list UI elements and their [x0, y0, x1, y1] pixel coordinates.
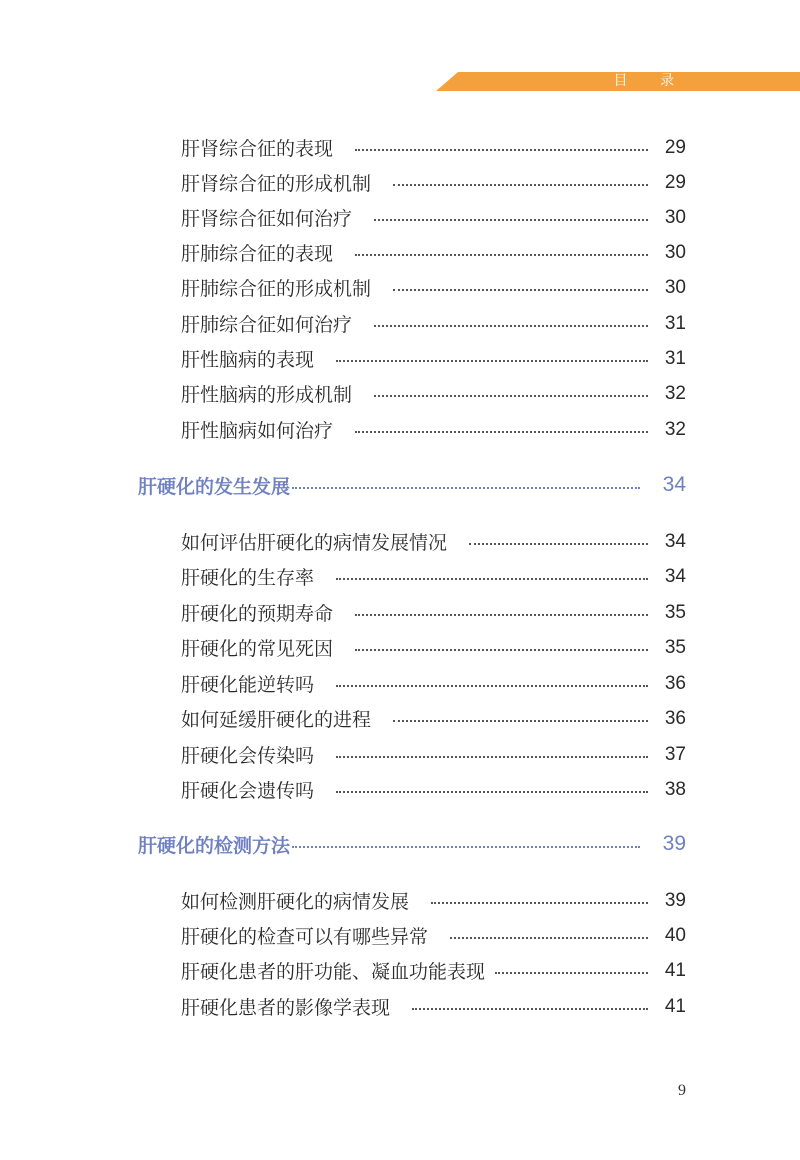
toc-entry[interactable] — [181, 595, 686, 630]
toc-entry-title: 肝性脑病如何治疗 — [181, 420, 334, 442]
toc-entry-title: 肝肾综合征的表现 — [181, 138, 334, 160]
toc-entry[interactable] — [181, 666, 686, 701]
toc-entry-page: 38 — [664, 778, 686, 800]
dot-leader — [292, 846, 640, 848]
dot-leader — [355, 149, 648, 151]
toc-entry[interactable] — [181, 376, 686, 411]
section-page: 39 — [662, 832, 686, 855]
toc-entry-title: 肝硬化的检查可以有哪些异常 — [181, 926, 429, 948]
dot-leader — [393, 184, 648, 186]
toc-entry[interactable] — [181, 412, 686, 447]
toc-entry-title: 肝硬化的生存率 — [181, 567, 315, 589]
toc-entry-page: 41 — [664, 959, 686, 981]
dot-leader — [450, 937, 648, 939]
toc-entry-title: 肝硬化能逆转吗 — [181, 674, 315, 696]
toc-entry[interactable] — [181, 165, 686, 200]
toc-section-heading[interactable] — [138, 824, 686, 864]
dot-leader — [374, 219, 648, 221]
dot-leader — [336, 685, 648, 687]
toc-entry-title: 肝肺综合征的形成机制 — [181, 278, 372, 300]
dot-leader — [393, 289, 648, 291]
toc-entry[interactable] — [181, 989, 686, 1024]
toc-entry[interactable] — [181, 737, 686, 772]
toc-entry-title: 肝肾综合征如何治疗 — [181, 208, 353, 230]
toc-entry[interactable] — [181, 883, 686, 918]
toc-entry-page: 29 — [664, 136, 686, 158]
toc-entry-page: 41 — [664, 995, 686, 1017]
dot-leader — [336, 578, 648, 580]
dot-leader — [336, 756, 648, 758]
toc-entry[interactable] — [181, 630, 686, 665]
toc-entry-page: 29 — [664, 171, 686, 193]
dot-leader — [469, 543, 648, 545]
toc-entry-page: 31 — [664, 312, 686, 334]
header-title: 目 录 — [613, 73, 688, 89]
section-page: 34 — [662, 473, 686, 496]
toc-entry-title: 肝性脑病的形成机制 — [181, 384, 353, 406]
toc-entry-page: 36 — [664, 707, 686, 729]
toc-entry-title: 如何检测肝硬化的病情发展 — [181, 891, 410, 913]
toc-entry-page: 35 — [664, 636, 686, 658]
dot-leader — [355, 614, 648, 616]
page-number: 9 — [678, 1082, 686, 1099]
toc-entry-page: 32 — [664, 382, 686, 404]
dot-leader — [412, 1008, 648, 1010]
toc-entry-title: 肝硬化的预期寿命 — [181, 603, 334, 625]
toc-entry-title: 如何评估肝硬化的病情发展情况 — [181, 532, 448, 554]
toc-entry-page: 36 — [664, 672, 686, 694]
toc-entry[interactable] — [181, 341, 686, 376]
toc-entry-title: 肝硬化的常见死因 — [181, 638, 334, 660]
toc-entry-title: 肝硬化会传染吗 — [181, 745, 315, 767]
toc-entry-page: 37 — [664, 743, 686, 765]
toc-entry[interactable] — [181, 200, 686, 235]
dot-leader — [336, 360, 648, 362]
toc-entry[interactable] — [181, 524, 686, 559]
toc-entry[interactable] — [181, 306, 686, 341]
toc-entry-title: 如何延缓肝硬化的进程 — [181, 709, 372, 731]
toc-entry-page: 32 — [664, 418, 686, 440]
toc-entry-page: 30 — [664, 206, 686, 228]
toc-entry-page: 35 — [664, 601, 686, 623]
toc-entry-page: 34 — [664, 530, 686, 552]
dot-leader — [374, 395, 648, 397]
toc-entry-title: 肝硬化患者的肝功能、凝血功能表现 — [181, 961, 486, 983]
toc-entry-title: 肝硬化会遗传吗 — [181, 780, 315, 802]
toc-entry[interactable] — [181, 953, 686, 988]
dot-leader — [336, 791, 648, 793]
dot-leader — [355, 254, 648, 256]
toc-entry[interactable] — [181, 559, 686, 594]
toc-entry-page: 34 — [664, 565, 686, 587]
toc-section-heading[interactable] — [138, 465, 686, 505]
toc-entry-title: 肝性脑病的表现 — [181, 349, 315, 371]
toc-entry-title: 肝肺综合征如何治疗 — [181, 314, 353, 336]
toc-entry[interactable] — [181, 270, 686, 305]
toc-entry-page: 40 — [664, 924, 686, 946]
dot-leader — [431, 902, 648, 904]
dot-leader — [355, 431, 648, 433]
dot-leader — [393, 720, 648, 722]
section-title: 肝硬化的检测方法 — [138, 834, 291, 857]
toc-entry-title: 肝肾综合征的形成机制 — [181, 173, 372, 195]
dot-leader — [374, 325, 648, 327]
toc-entry[interactable] — [181, 701, 686, 736]
dot-leader — [355, 649, 648, 651]
toc-entry-page: 31 — [664, 347, 686, 369]
toc-entry-title: 肝硬化患者的影像学表现 — [181, 997, 391, 1019]
toc-entry[interactable] — [181, 130, 686, 165]
toc-entry[interactable] — [181, 235, 686, 270]
toc-entry-page: 39 — [664, 889, 686, 911]
toc-entry-page: 30 — [664, 241, 686, 263]
section-title: 肝硬化的发生发展 — [138, 475, 291, 498]
toc-entry-page: 30 — [664, 276, 686, 298]
dot-leader — [292, 487, 640, 489]
toc-entry-title: 肝肺综合征的表现 — [181, 243, 334, 265]
toc-entry[interactable] — [181, 772, 686, 807]
dot-leader — [495, 972, 648, 974]
toc-entry[interactable] — [181, 918, 686, 953]
